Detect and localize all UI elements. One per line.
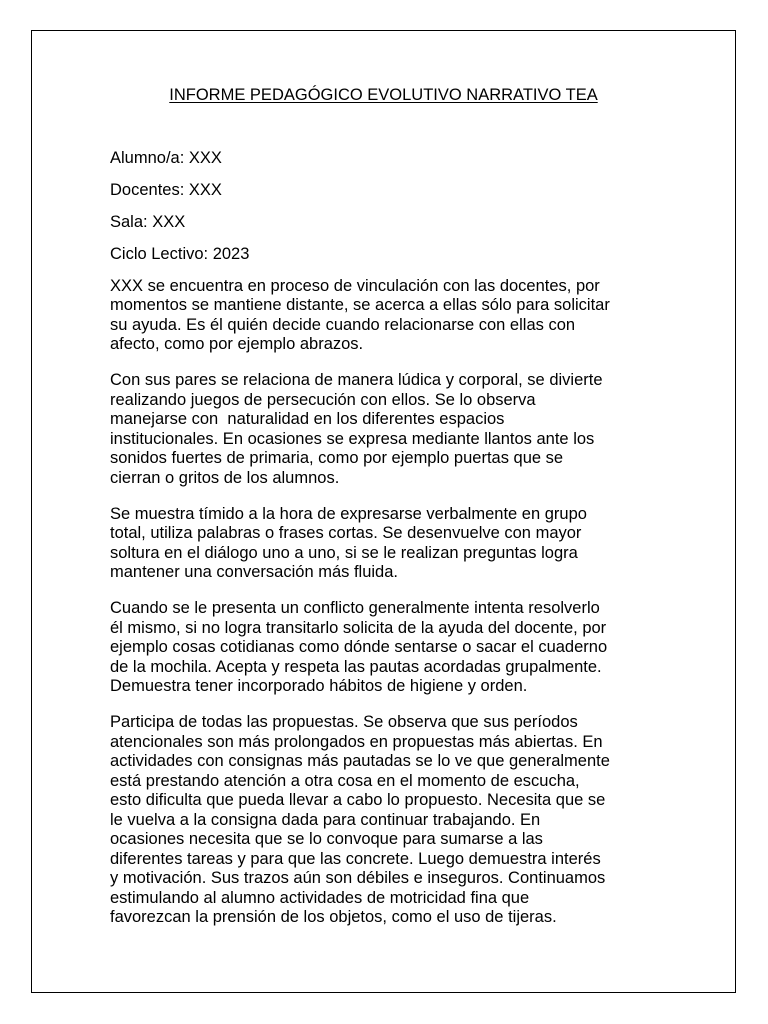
paragraph-line: esto dificulta que pueda llevar a cabo lo propuesto. Necesita que se bbox=[110, 791, 606, 810]
paragraph-line: actividades con consignas más pautadas se lo ve que generalmente bbox=[110, 752, 610, 771]
report-paragraph bbox=[110, 277, 670, 355]
report-paragraph bbox=[110, 713, 670, 928]
paragraph-line: Se muestra tímido a la hora de expresarse verbalmente en grupo bbox=[110, 504, 587, 523]
paragraph-line: soltura en el diálogo uno a uno, si se le realizan preguntas logra bbox=[110, 543, 578, 562]
report-paragraph bbox=[110, 371, 670, 488]
paragraph-line: él mismo, si no logra transitarlo solicita de la ayuda del docente, por bbox=[110, 618, 607, 637]
paragraph-line: realizando juegos de persecución con ellos. Se lo observa bbox=[110, 390, 536, 409]
paragraph-line: cierran o gritos de los alumnos. bbox=[110, 468, 340, 487]
classroom-field: Sala: XXX bbox=[110, 213, 186, 232]
paragraph-line: y motivación. Sus trazos aún son débiles e inseguros. Continuamos bbox=[110, 869, 606, 888]
student-field: Alumno/a: XXX bbox=[110, 149, 222, 167]
report-paragraphs bbox=[110, 277, 670, 928]
paragraph-line: manejarse con naturalidad en los diferentes espacios bbox=[110, 410, 505, 429]
school-year-field: Ciclo Lectivo: 2023 bbox=[110, 245, 250, 264]
teachers-field: Docentes: XXX bbox=[110, 181, 222, 200]
document-title: INFORME PEDAGÓGICO EVOLUTIVO NARRATIVO TEA bbox=[169, 86, 598, 104]
paragraph-line: ocasiones necesita que se lo convoque para sumarse a las bbox=[110, 830, 543, 849]
paragraph-line: Demuestra tener incorporado hábitos de higiene y orden. bbox=[110, 677, 528, 696]
document-body bbox=[110, 149, 670, 944]
paragraph-line: está prestando atención a otra cosa en el momento de escucha, bbox=[110, 771, 580, 790]
paragraph-line: atencionales son más prolongados en propuestas más abiertas. En bbox=[110, 732, 603, 751]
paragraph-line: ejemplo cosas cotidianas como dónde sentarse o sacar el cuaderno bbox=[110, 638, 608, 657]
paragraph-line: su ayuda. Es él quién decide cuando relacionarse con ellas con bbox=[110, 315, 576, 334]
paragraph-line: de la mochila. Acepta y respeta las pautas acordadas grupalmente. bbox=[110, 657, 602, 676]
paragraph-line: estimulando al alumno actividades de motricidad fina que bbox=[110, 888, 530, 907]
paragraph-line: Con sus pares se relaciona de manera lúdica y corporal, se divierte bbox=[110, 371, 603, 390]
paragraph-line: institucionales. En ocasiones se expresa mediante llantos ante los bbox=[110, 429, 595, 448]
paragraph-line: XXX se encuentra en proceso de vinculación con las docentes, por bbox=[110, 276, 600, 295]
document-page bbox=[31, 30, 736, 993]
paragraph-line: diferentes tareas y para que las concrete. Luego demuestra interés bbox=[110, 849, 601, 868]
paragraph-line: afecto, como por ejemplo abrazos. bbox=[110, 335, 364, 354]
paragraph-line: sonidos fuertes de primaria, como por ejemplo puertas que se bbox=[110, 449, 564, 468]
paragraph-line: total, utiliza palabras o frases cortas. Se desenvuelve con mayor bbox=[110, 524, 582, 543]
paragraph-line: mantener una conversación más fluida. bbox=[110, 563, 398, 582]
report-paragraph bbox=[110, 505, 670, 583]
paragraph-line: Participa de todas las propuestas. Se observa que sus períodos bbox=[110, 713, 578, 732]
report-paragraph bbox=[110, 599, 670, 697]
paragraph-line: favorezcan la prensión de los objetos, como el uso de tijeras. bbox=[110, 908, 557, 927]
paragraph-line: Cuando se le presenta un conflicto generalmente intenta resolverlo bbox=[110, 599, 600, 618]
paragraph-line: le vuelva a la consigna dada para continuar trabajando. En bbox=[110, 810, 541, 829]
paragraph-line: momentos se mantiene distante, se acerca a ellas sólo para solicitar bbox=[110, 296, 610, 315]
